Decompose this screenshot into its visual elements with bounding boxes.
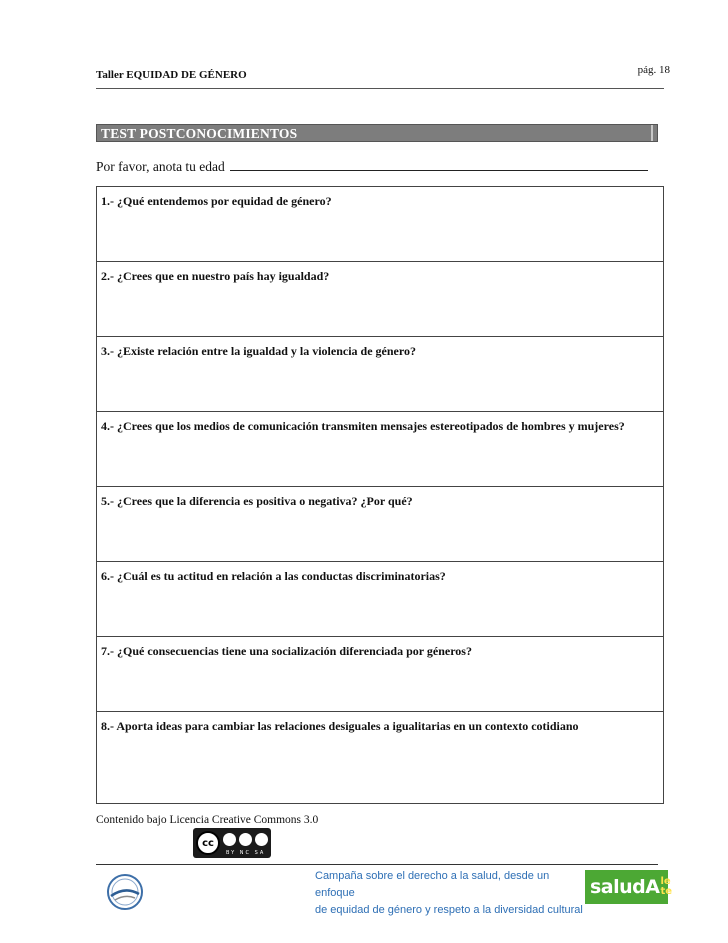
question-text: 7.- ¿Qué consecuencias tiene una socialización diferenciada por géneros? (101, 644, 472, 658)
test-title: TEST POSTCONOCIMIENTOS (101, 126, 298, 141)
nc-icon (239, 833, 252, 846)
title-bar-end (651, 125, 653, 141)
age-field (96, 158, 666, 175)
question-row (97, 562, 663, 637)
campaign-text (315, 868, 585, 919)
question-text: 8.- Aporta ideas para cambiar las relaciones desiguales a igualitarias en un contexto cotidiano (101, 719, 579, 733)
question-text: 2.- ¿Crees que en nuestro país hay igualdad? (101, 269, 330, 283)
license-text: Contenido bajo Licencia Creative Commons 3.0 (96, 814, 319, 826)
campaign-line: Campaña sobre el derecho a la salud, desde un enfoque (315, 870, 550, 899)
question-text: 6.- ¿Cuál es tu actitud en relación a las conductas discriminatorias? (101, 569, 446, 583)
saludable-logo (585, 870, 673, 904)
test-title-bar (96, 124, 658, 142)
question-row (97, 337, 663, 412)
page-number: pág. 18 (637, 64, 670, 76)
question-text: 4.- ¿Crees que los medios de comunicación transmiten mensajes estereotipados de hombres y mujeres? (101, 419, 625, 433)
logo-sup-top: le (660, 876, 671, 887)
logo-main-text: saludA (590, 876, 660, 898)
campaign-line: de equidad de género y respeto a la diversidad cultural (315, 904, 583, 916)
logo-sup-bottom: te (660, 886, 673, 897)
question-row (97, 487, 663, 562)
by-icon (223, 833, 236, 846)
header-divider (96, 88, 664, 89)
acoec-logo-icon (103, 872, 147, 912)
question-row (97, 262, 663, 337)
question-table (96, 186, 664, 804)
cc-tags: BY NC SA (226, 850, 266, 856)
question-text: 1.- ¿Qué entendemos por equidad de género? (101, 194, 332, 208)
age-blank-line (230, 158, 648, 171)
question-text: 3.- ¿Existe relación entre la igualdad y la violencia de género? (101, 344, 416, 358)
question-row (97, 637, 663, 712)
question-row (97, 712, 663, 803)
question-row (97, 187, 663, 262)
logo-superscript (660, 877, 672, 897)
creative-commons-badge (193, 828, 271, 858)
age-prompt: Por favor, anota tu edad (96, 159, 225, 174)
document-title: Taller EQUIDAD DE GÉNERO (96, 69, 247, 81)
question-row (97, 412, 663, 487)
question-text: 5.- ¿Crees que la diferencia es positiva o negativa? ¿Por qué? (101, 494, 413, 508)
footer-divider (96, 864, 658, 865)
cc-icon: cc (196, 831, 220, 855)
sa-icon (255, 833, 268, 846)
